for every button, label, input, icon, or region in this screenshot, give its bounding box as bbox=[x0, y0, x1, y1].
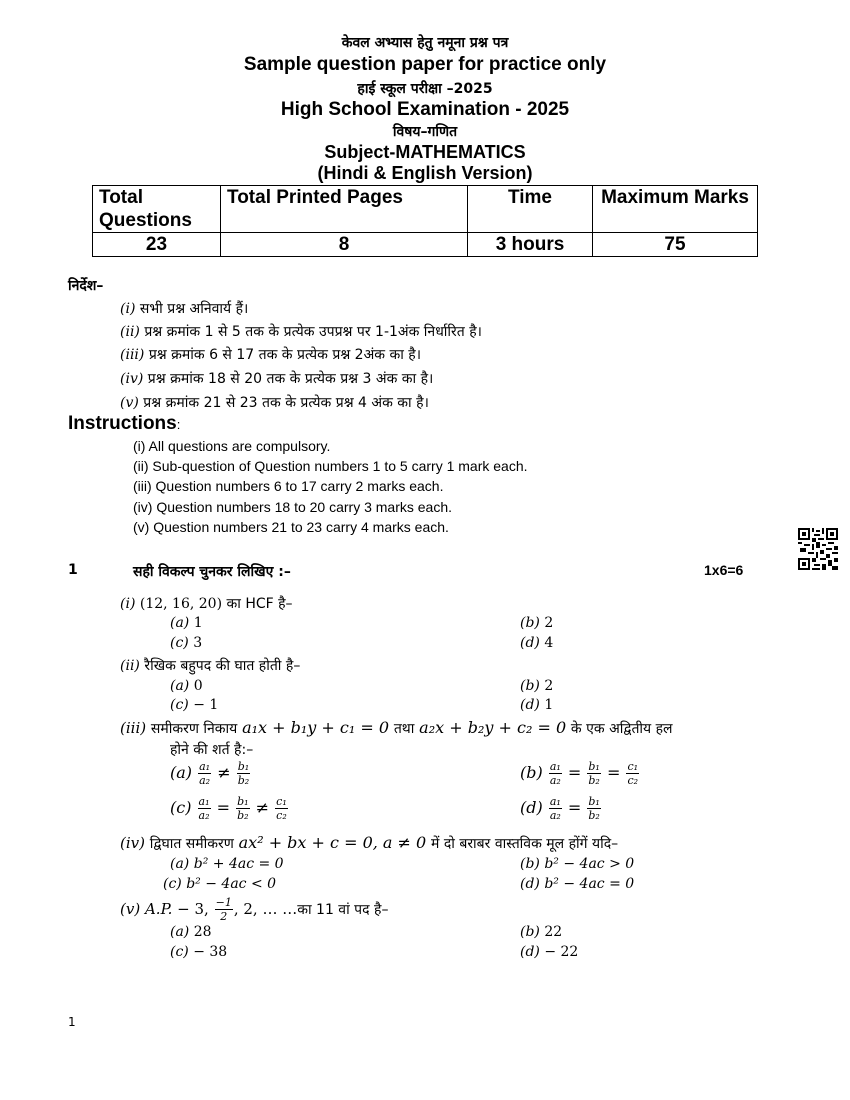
english-exam: High School Examination - 2025 bbox=[280, 99, 570, 120]
sub-question-v: (v) A.P. − 3, $\frac{-1}{2}$ , 2, … …का 11 वां पद है– bbox=[120, 896, 389, 923]
qr-code-icon bbox=[798, 528, 838, 570]
header-total-questions: Total Questions bbox=[93, 186, 221, 233]
value-total-questions: 23 bbox=[93, 233, 221, 257]
option: (b) 22 bbox=[520, 924, 563, 940]
option: (c) − 38 bbox=[170, 944, 228, 960]
exam-info-table bbox=[92, 185, 758, 257]
option: (a) 0 bbox=[170, 678, 203, 694]
instruction-item: (ii) Sub-question of Question numbers 1 to 5 carry 1 mark each. bbox=[133, 458, 528, 474]
option: (b) b² − 4ac > 0 bbox=[520, 856, 635, 872]
direction-item: (ii) प्रश्न क्रमांक 1 से 5 तक के प्रत्येक उपप्रश्न पर 1-1अंक निर्धारित है। bbox=[120, 324, 482, 340]
hindi-title: केवल अभ्यास हेतु नमूना प्रश्न पत्र bbox=[341, 35, 509, 51]
value-max-marks: 75 bbox=[593, 233, 758, 257]
direction-item: (iv) प्रश्न क्रमांक 18 से 20 तक के प्रत्येक प्रश्न 3 अंक का है। bbox=[120, 371, 434, 387]
english-title: Sample question paper for practice only bbox=[243, 54, 607, 75]
option: (d) 4 bbox=[520, 635, 554, 651]
page-number: 1 bbox=[68, 1015, 76, 1029]
table-row bbox=[93, 186, 758, 233]
option: (b) 2 bbox=[520, 615, 554, 631]
direction-item: (i) सभी प्रश्न अनिवार्य हैं। bbox=[120, 301, 249, 317]
option: (d) − 22 bbox=[520, 944, 579, 960]
option: (c) − 1 bbox=[170, 697, 219, 713]
instruction-item: (iii) Question numbers 6 to 17 carry 2 marks each. bbox=[133, 478, 444, 494]
header-total-pages: Total Printed Pages bbox=[221, 186, 468, 233]
hindi-exam: हाई स्कूल परीक्षा –2025 bbox=[357, 81, 493, 97]
option: (c) 3 bbox=[170, 635, 203, 651]
question-number: 1 bbox=[68, 562, 78, 578]
direction-item: (v) प्रश्न क्रमांक 21 से 23 तक के प्रत्येक प्रश्न 4 अंक का है। bbox=[120, 395, 429, 411]
sub-question-iii: (iii) समीकरण निकाय a₁x + b₁y + c₁ = 0 तथा a₂x + b₂y + c₂ = 0 के एक अद्वितीय हल bbox=[120, 718, 673, 737]
sub-question-iv: (iv) द्विघात समीकरण ax² + bx + c = 0, a ≠ 0 में दो बराबर वास्तविक मूल होंगें यदि– bbox=[120, 833, 619, 852]
table-row bbox=[93, 233, 758, 257]
hindi-subject: विषय–गणित bbox=[392, 124, 458, 140]
value-total-pages: 8 bbox=[221, 233, 468, 257]
option: (a) 28 bbox=[170, 924, 212, 940]
option: (d) b² − 4ac = 0 bbox=[520, 876, 635, 892]
instructions-heading: Instructions: bbox=[68, 413, 181, 434]
instruction-item: (i) All questions are compulsory. bbox=[133, 438, 331, 454]
option: (b) $\frac{\text{a₁}}{\text{a₂}}$ = $\frac{\text{b₁}}{\text{b₂}}$ = $\frac{\text{c₁}}{\text{c₂}}$ bbox=[520, 760, 639, 787]
option: (b) 2 bbox=[520, 678, 554, 694]
header-max-marks: Maximum Marks bbox=[593, 186, 758, 233]
question-text: सही विकल्प चुनकर लिखिए :– bbox=[133, 564, 291, 580]
value-time: 3 hours bbox=[468, 233, 593, 257]
instruction-item: (v) Question numbers 21 to 23 carry 4 marks each. bbox=[133, 519, 449, 535]
option: (c) b² − 4ac < 0 bbox=[163, 876, 277, 892]
header-time: Time bbox=[468, 186, 593, 233]
version-label: (Hindi & English Version) bbox=[317, 163, 533, 183]
question-marks: 1x6=6 bbox=[704, 562, 744, 578]
option: (c) $\frac{\text{a₁}}{\text{a₂}}$ = $\frac{\text{b₁}}{\text{b₂}}$ ≠ $\frac{\text{c₁}}{\text{c₂}}$ bbox=[170, 795, 287, 822]
option: (a) b² + 4ac = 0 bbox=[170, 856, 284, 872]
sub-question-ii: (ii) रैखिक बहुपद की घात होती है– bbox=[120, 658, 301, 674]
sub-question-iii-cont: होने की शर्त है:– bbox=[170, 742, 254, 758]
option: (a) 1 bbox=[170, 615, 203, 631]
option: (a) $\frac{\text{a₁}}{\text{a₂}}$ ≠ $\frac{\text{b₁}}{\text{b₂}}$ bbox=[170, 760, 250, 787]
english-subject: Subject-MATHEMATICS bbox=[324, 142, 526, 162]
sub-question-i: (i) (12, 16, 20) का HCF है– bbox=[120, 596, 293, 612]
directions-heading: निर्देश– bbox=[68, 278, 104, 294]
option: (d) 1 bbox=[520, 697, 554, 713]
instruction-item: (iv) Question numbers 18 to 20 carry 3 marks each. bbox=[133, 499, 453, 515]
option: (d) $\frac{\text{a₁}}{\text{a₂}}$ = $\frac{\text{b₁}}{\text{b₂}}$ bbox=[520, 795, 600, 822]
direction-item: (iii) प्रश्न क्रमांक 6 से 17 तक के प्रत्येक प्रश्न 2अंक का है। bbox=[120, 347, 422, 363]
